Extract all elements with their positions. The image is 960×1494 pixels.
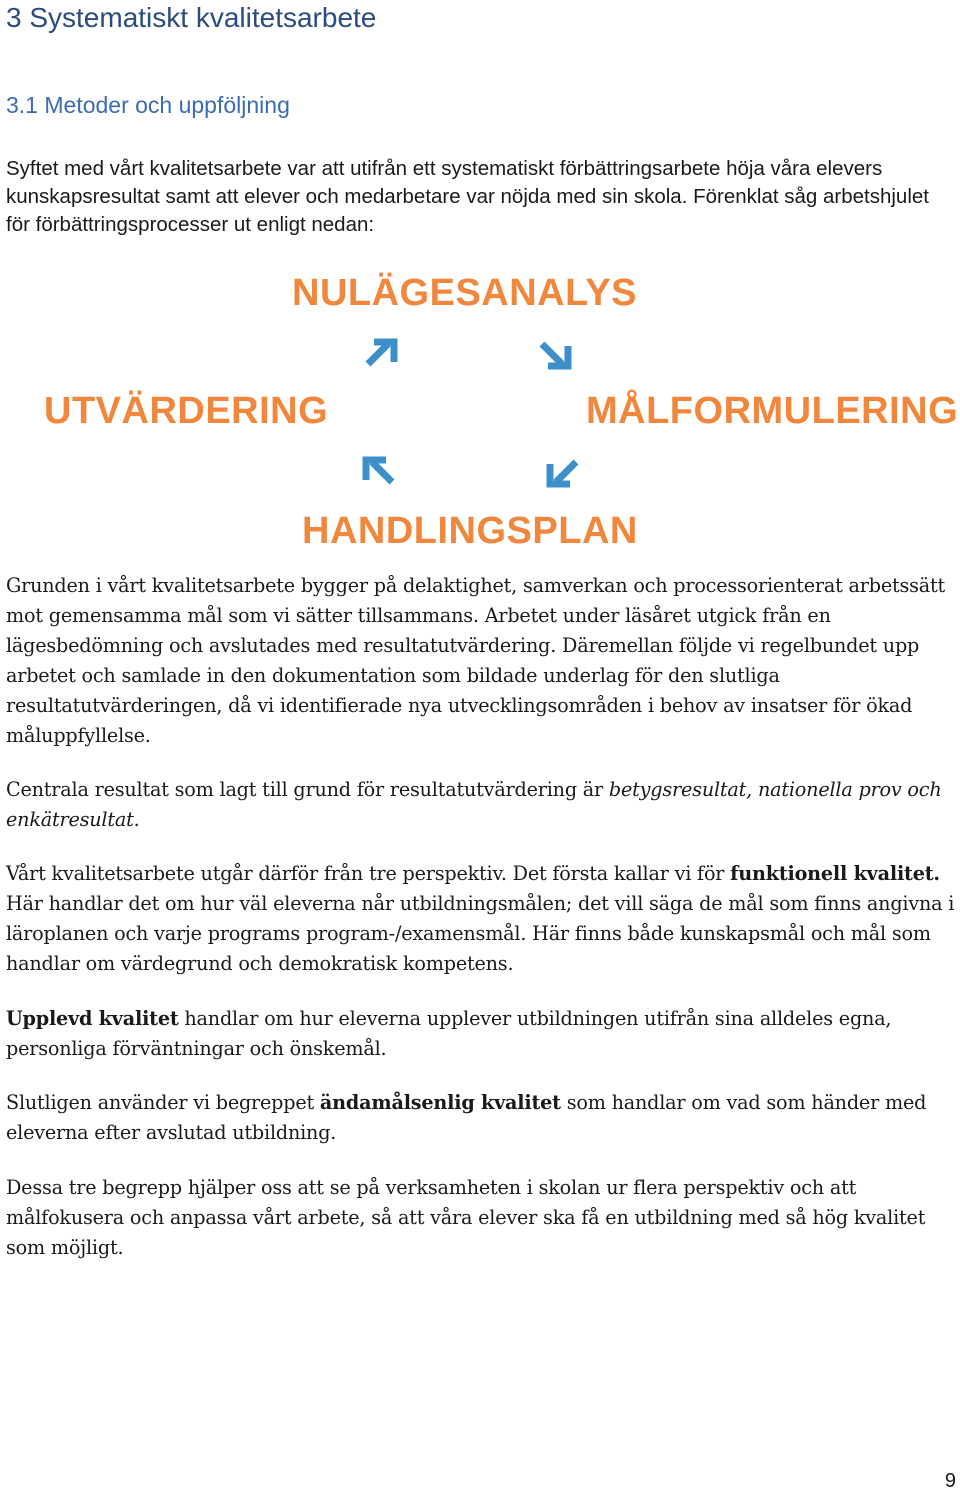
term-andamalsenlig-kvalitet: ändamålsenlig kvalitet	[319, 1091, 561, 1114]
arrow-up-right-icon	[362, 334, 402, 374]
arrow-up-left-icon	[358, 452, 398, 492]
paragraph-perspektiv-text2: Här handlar det om hur väl eleverna når utbildningsmålen; det vill säga de mål som finns angivna i läroplanen och varje programs program-/examensmål. Här finns både kunskapsmål och mål som handlar om värdegrund och demokratisk kompetens.	[6, 892, 955, 975]
paragraph-centrala	[6, 775, 956, 835]
paragraph-grunden: Grunden i vårt kvalitetsarbete bygger på delaktighet, samverkan och processorienterat arbetssätt mot gemensamma mål som vi sätter tillsammans. Arbetet under läsåret utgick från en lägesbedömning och avslutades med resultatutvärdering. Däremellan följde vi regelbundet upp arbetet och samlade in den dokumentation som bildade underlag för den slutliga resultatutvärderingen, då vi identifierade nya utvecklingsområden i behov av insatser för ökad måluppfyllelse.	[6, 574, 946, 747]
paragraph-centrala-text: Centrala resultat som lagt till grund för resultatutvärdering är	[6, 778, 609, 801]
arrow-down-left-icon	[542, 452, 582, 492]
arrow-down-right-icon	[536, 334, 576, 374]
paragraph-dessa: Dessa tre begrepp hjälper oss att se på verksamheten i skolan ur flera perspektiv och att målfokusera och anpassa vårt arbete, så att våra elever ska få en utbildning med så hög kvalitet som möjligt.	[6, 1176, 926, 1259]
paragraph-perspektiv	[6, 859, 956, 979]
term-funktionell-kvalitet: funktionell kvalitet.	[730, 862, 940, 885]
intro-paragraph: Syftet med vårt kvalitetsarbete var att utifrån ett systematiskt förbättringsarbete höja våra elevers kunskapsresultat samt att elever och medarbetare var nöjda med sin skola. Förenklat såg arbetshjulet för förbättringsprocesser ut enligt nedan:	[6, 157, 929, 236]
chapter-heading: 3 Systematiskt kvalitetsarbete	[6, 2, 377, 33]
section-heading: 3.1 Metoder och uppföljning	[6, 92, 290, 118]
page-number: 9	[944, 1470, 956, 1492]
cycle-label-malformulering: MÅLFORMULERING	[586, 390, 959, 432]
cycle-label-nulagesanalys: NULÄGESANALYS	[292, 272, 638, 314]
paragraph-andamal-text2: som handlar om vad som händer med eleverna efter avslutad utbildning.	[6, 1091, 927, 1144]
paragraph-andamal	[6, 1088, 956, 1148]
improvement-cycle-diagram	[40, 262, 959, 562]
paragraph-perspektiv-text1: Vårt kvalitetsarbete utgår därför från tre perspektiv. Det första kallar vi för	[6, 862, 731, 885]
paragraph-upplevd	[6, 1004, 956, 1064]
cycle-label-handlingsplan: HANDLINGSPLAN	[302, 510, 638, 552]
term-upplevd-kvalitet: Upplevd kvalitet	[6, 1007, 179, 1030]
paragraph-andamal-text1: Slutligen använder vi begreppet	[6, 1091, 320, 1114]
paragraph-centrala-italic: betygsresultat, nationella prov och enkätresultat.	[6, 778, 942, 831]
cycle-label-utvardering: UTVÄRDERING	[44, 390, 329, 432]
paragraph-upplevd-text: handlar om hur eleverna upplever utbildningen utifrån sina alldeles egna, personliga förväntningar och önskemål.	[6, 1007, 892, 1060]
